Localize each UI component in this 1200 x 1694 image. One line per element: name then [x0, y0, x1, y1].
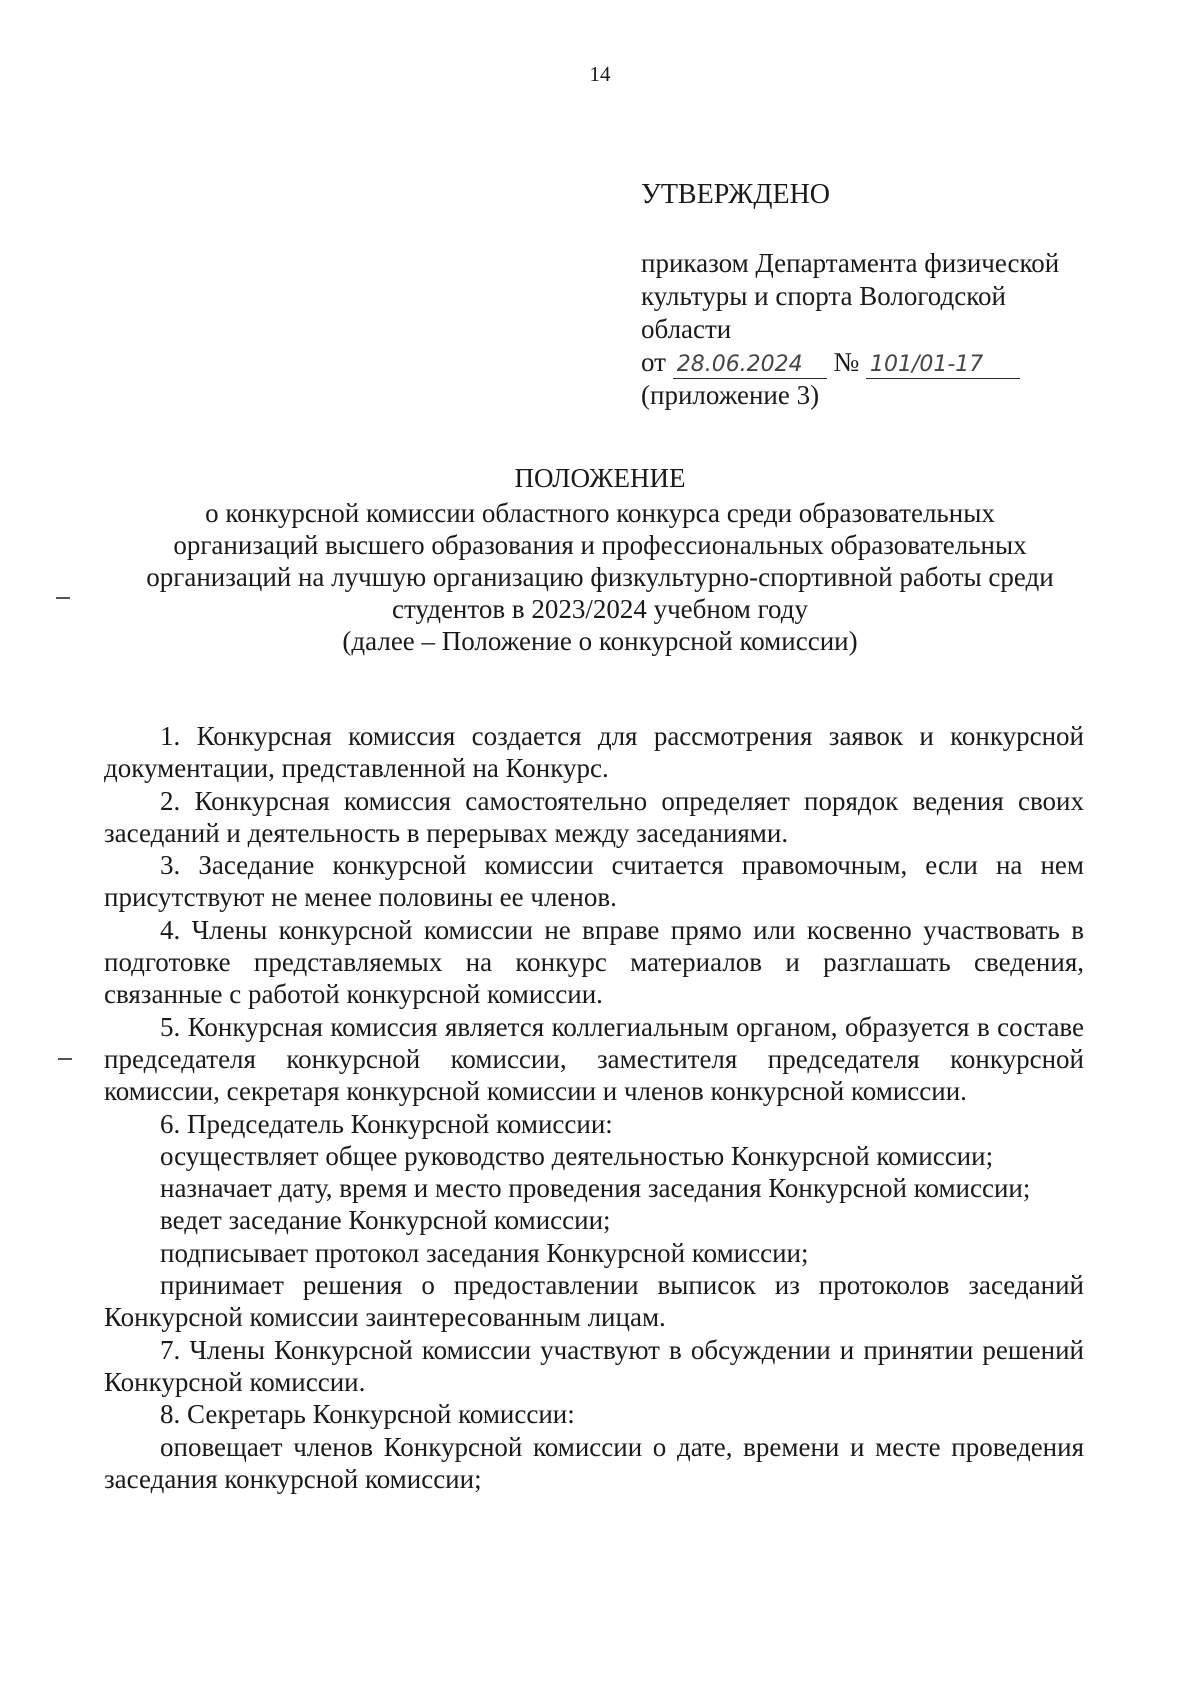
approval-line: культуры и спорта Вологодской [641, 281, 1006, 311]
document-title-block [0, 462, 1200, 657]
scan-mark [56, 597, 70, 599]
title-line: организаций высшего образования и профессиональных образовательных [173, 530, 1027, 560]
paragraph: осуществляет общее руководство деятельностью Конкурсной комиссии; [160, 1140, 994, 1171]
document-title: ПОЛОЖЕНИЕ [514, 463, 686, 493]
paragraph: 7. Члены Конкурсной комиссии участвуют в обсуждении и принятии решений Конкурсной комиссии. [104, 1334, 1084, 1397]
approval-line: приказом Департамента физической [641, 248, 1060, 278]
approval-block [641, 178, 1101, 412]
order-date-number-line [641, 346, 1101, 379]
paragraph: оповещает членов Конкурсной комиссии о дате, времени и месте проведения заседания конкурсной комиссии; [104, 1431, 1084, 1494]
paragraph: 8. Секретарь Конкурсной комиссии: [160, 1399, 575, 1430]
title-line: организаций на лучшую организацию физкультурно-спортивной работы среди [146, 562, 1054, 592]
date-prefix: от [641, 347, 666, 377]
approval-line: области [641, 314, 732, 344]
paragraph: подписывает протокол заседания Конкурсной комиссии; [160, 1237, 809, 1268]
approval-stamp: УТВЕРЖДЕНО [641, 179, 831, 210]
paragraph: 5. Конкурсная комиссия является коллегиальным органом, образуется в составе председателя конкурсной комиссии, заместителя председателя конкурсной комиссии, секретаря конкурсной комиссии и членов конкурсной комиссии. [104, 1011, 1084, 1107]
paragraph: принимает решения о предоставлении выписок из протоколов заседаний Конкурсной комиссии заинтересованным лицам. [104, 1270, 1084, 1333]
paragraph: 1. Конкурсная комиссия создается для рассмотрения заявок и конкурсной документации, представленной на Конкурс. [104, 721, 1084, 784]
title-line: (далее – Положение о конкурсной комиссии) [342, 626, 858, 656]
page-number: 14 [589, 62, 611, 86]
document-body [104, 720, 1084, 1495]
appendix-label: (приложение 3) [641, 380, 820, 410]
title-line: о конкурсной комиссии областного конкурса среди образовательных [205, 498, 995, 528]
paragraph: 6. Председатель Конкурсной комиссии: [160, 1108, 613, 1139]
paragraph: 4. Члены конкурсной комиссии не вправе прямо или косвенно участвовать в подготовке представляемых на конкурс материалов и разглашать сведения, связанные с работой конкурсной комиссии. [104, 914, 1084, 1010]
paragraph: 3. Заседание конкурсной комиссии считается правомочным, если на нем присутствуют не менее половины ее членов. [104, 850, 1084, 913]
paragraph: 2. Конкурсная комиссия самостоятельно определяет порядок ведения своих заседаний и деятельность в перерывах между заседаниями. [104, 785, 1084, 848]
handwritten-date: 28.06.2024 [673, 352, 827, 379]
handwritten-order-number: 101/01-17 [866, 352, 1020, 379]
scan-mark [58, 1058, 72, 1060]
number-sign: № [833, 347, 860, 377]
paragraph: ведет заседание Конкурсной комиссии; [160, 1205, 611, 1236]
title-line: студентов в 2023/2024 учебном году [391, 594, 809, 624]
paragraph: назначает дату, время и место проведения заседания Конкурсной комиссии; [160, 1173, 1031, 1204]
